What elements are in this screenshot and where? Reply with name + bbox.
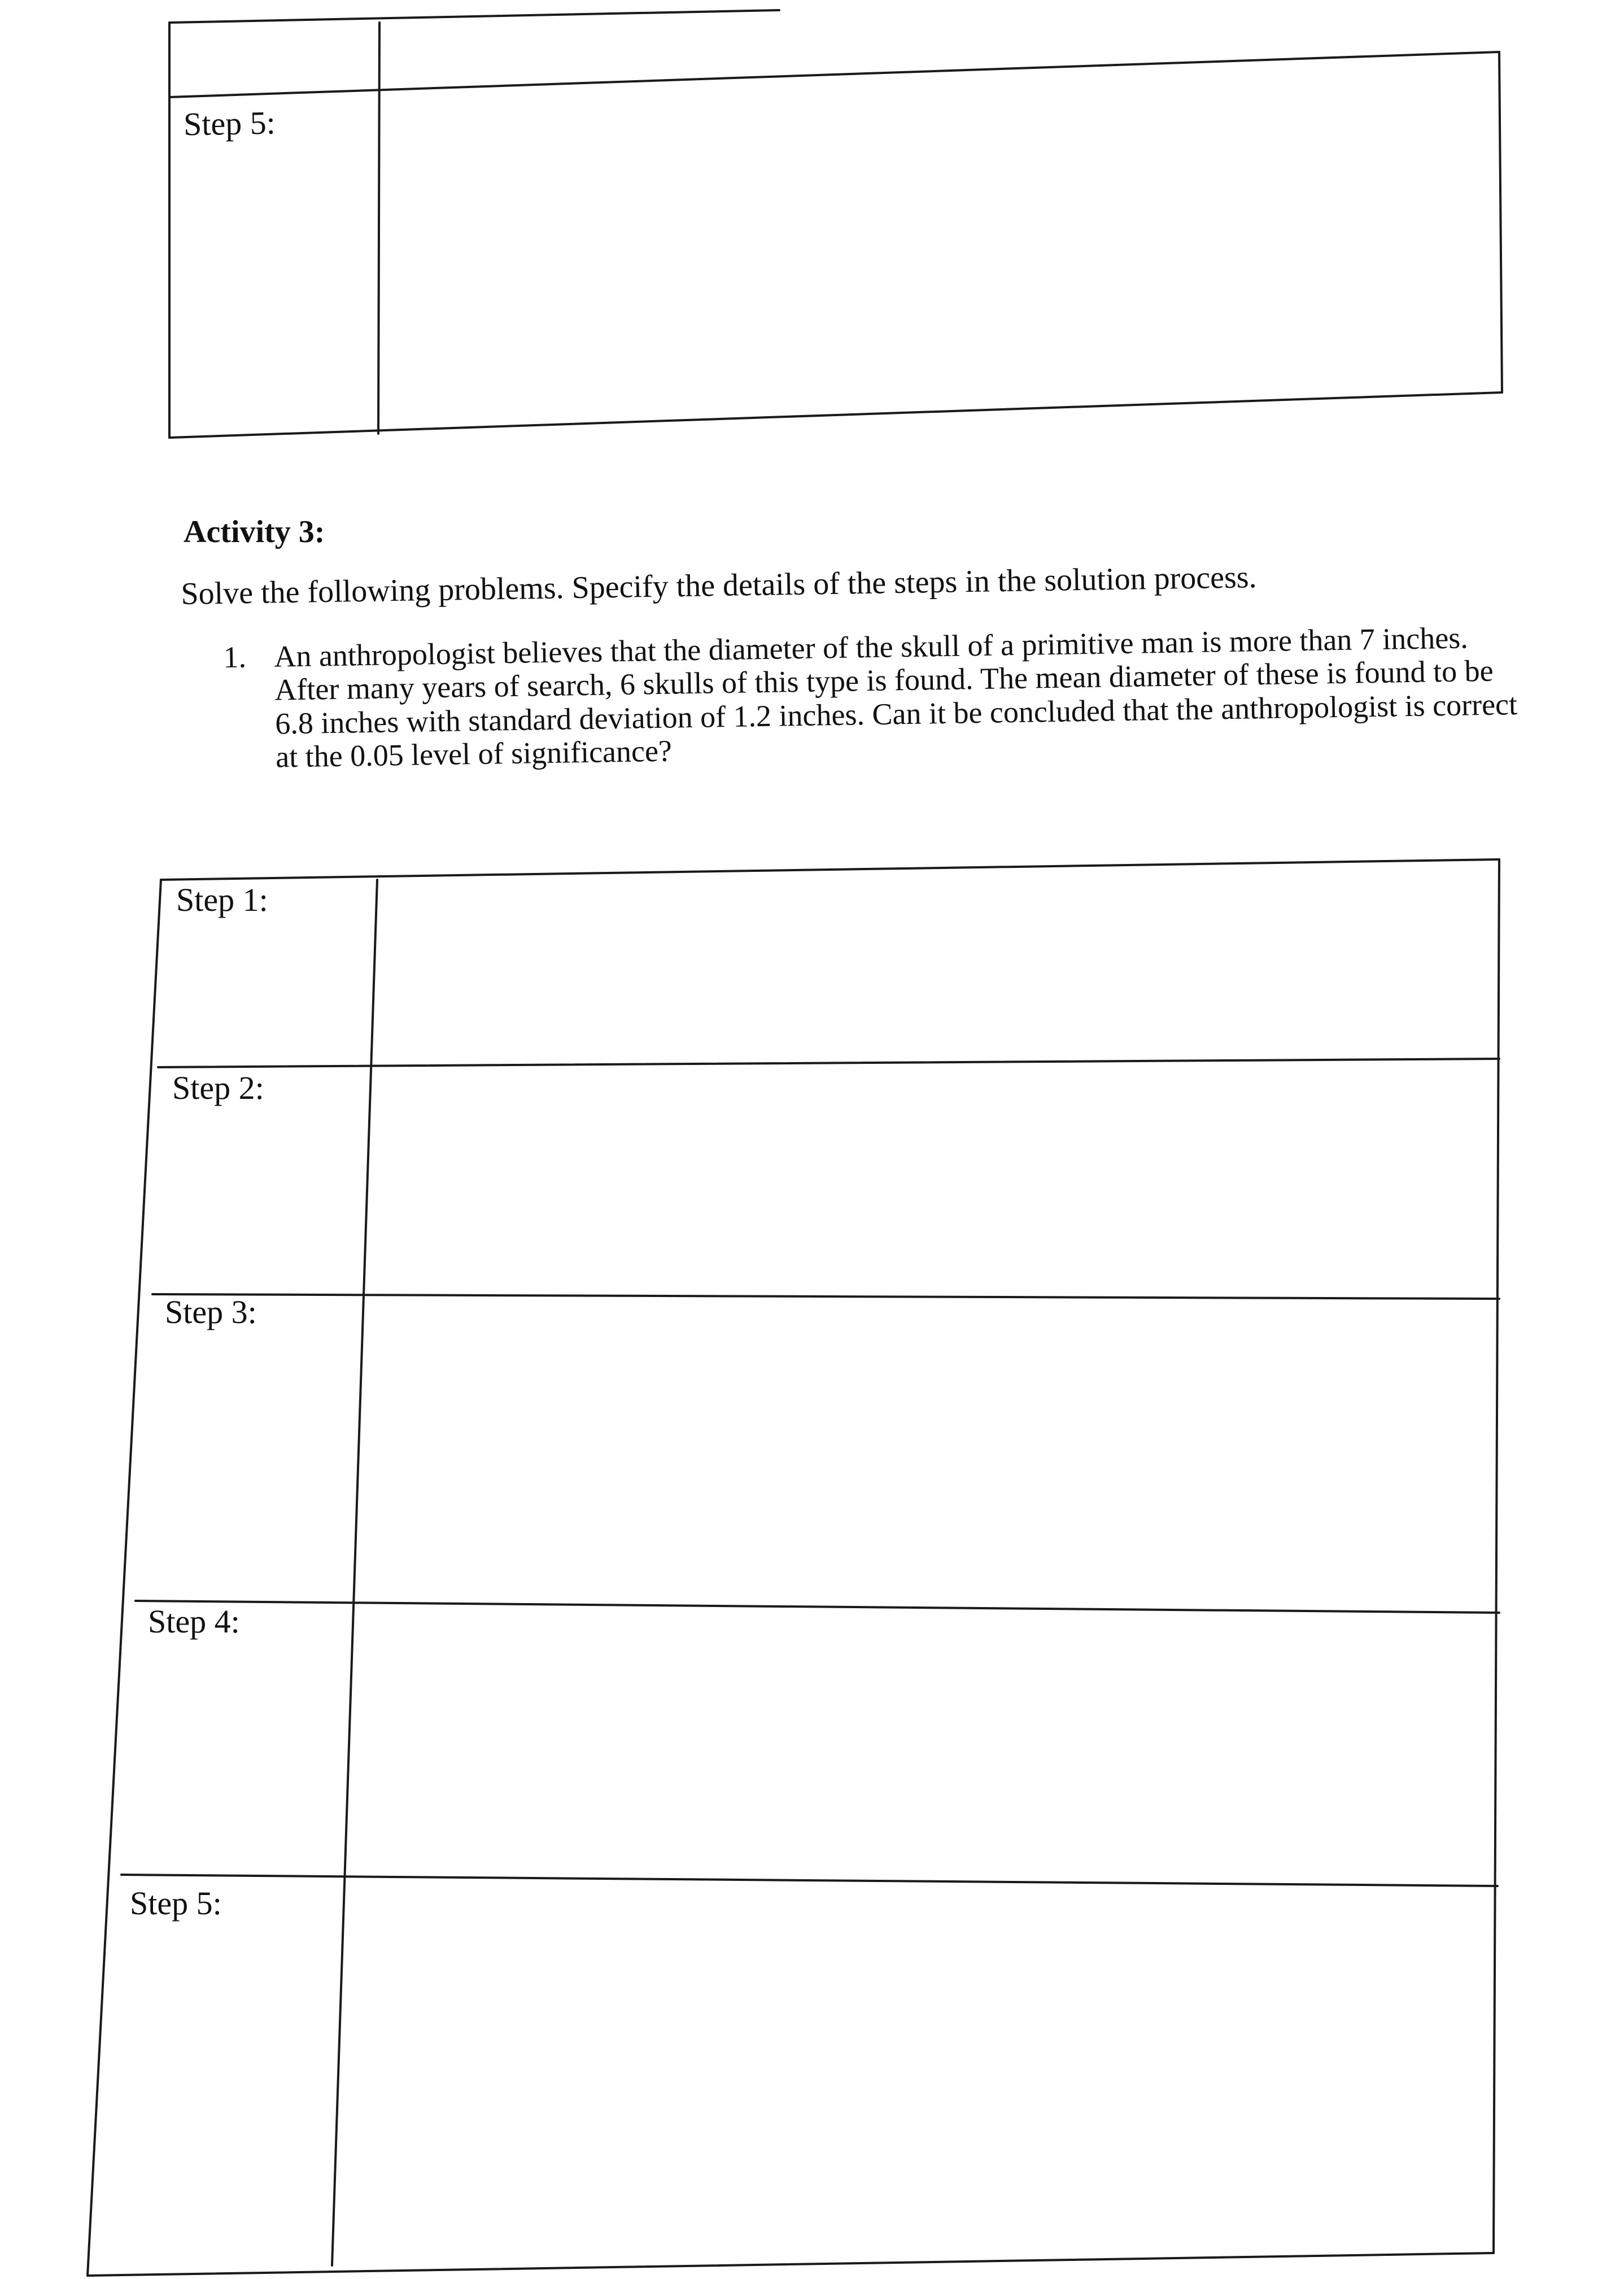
activity-instruction: Solve the following problems. Specify the details of the steps in the solution process. bbox=[181, 560, 1258, 612]
step-1-label: Step 1: bbox=[176, 881, 268, 918]
problem-text: An anthropologist believes that the diameter of the skull of a primitive man is more than 7 inches. After many years of search, 6 skulls of this type is found. The mean diameter of these is found to be 6.8 inches with standard deviation of 1.2 inches. Can it be concluded that the anthropologist is correct at the 0.05 level of significance? bbox=[273, 621, 1518, 774]
top-table-lines bbox=[169, 10, 1502, 438]
top-table-step-5-label: Step 5: bbox=[183, 104, 276, 143]
step-4-label: Step 4: bbox=[148, 1603, 240, 1640]
problem-number: 1. bbox=[222, 640, 247, 674]
step-3-label: Step 3: bbox=[165, 1294, 257, 1330]
step-2-label: Step 2: bbox=[172, 1069, 264, 1106]
activity-title: Activity 3: bbox=[184, 514, 325, 549]
solution-table-lines bbox=[88, 859, 1499, 2276]
step-5-label: Step 5: bbox=[130, 1885, 222, 1922]
problem-1 bbox=[223, 621, 1523, 775]
